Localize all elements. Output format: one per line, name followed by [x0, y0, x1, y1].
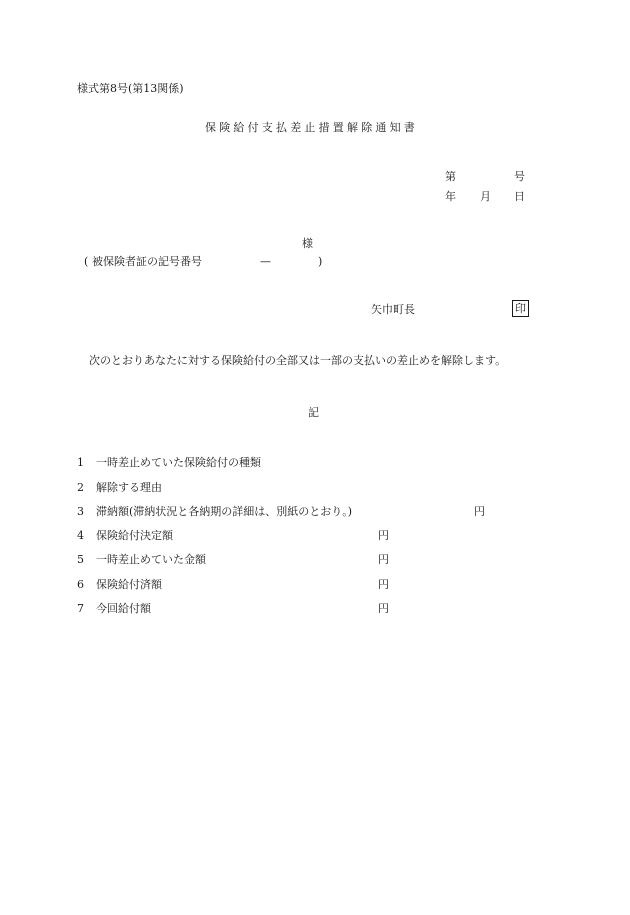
ki-heading: 記	[308, 406, 319, 419]
item-label: 一時差止めていた金額	[96, 553, 206, 566]
list-item	[77, 603, 151, 614]
insured-paren-close: )	[318, 255, 323, 268]
item-number: 3	[77, 505, 84, 518]
date-year: 年	[445, 190, 456, 203]
item-number: 5	[77, 553, 84, 566]
addressee-honorific: 様	[302, 237, 313, 250]
number-suffix: 号	[514, 170, 525, 183]
item-unit: 円	[378, 553, 389, 566]
notice-body: 次のとおりあなたに対する保険給付の全部又は一部の支払いの差止めを解除します。	[89, 354, 507, 367]
item-unit: 円	[378, 602, 389, 615]
list-item	[77, 530, 173, 541]
list-item	[77, 579, 162, 590]
date-day: 日	[514, 190, 525, 203]
insured-number-dash: —	[260, 255, 271, 268]
item-unit: 円	[474, 505, 485, 518]
list-item	[77, 482, 162, 493]
item-number: 4	[77, 529, 84, 542]
list-item	[77, 554, 206, 565]
issuer-title: 矢巾町長	[371, 303, 415, 316]
item-number: 6	[77, 578, 84, 591]
seal-mark: 印	[512, 300, 529, 317]
item-label: 保険給付済額	[96, 578, 162, 591]
document-title: 保険給付支払差止措置解除通知書	[205, 121, 418, 134]
item-label: 滞納額(滞納状況と各納期の詳細は、別紙のとおり。)	[96, 505, 353, 518]
item-unit: 円	[378, 578, 389, 591]
insured-paren-open: (	[84, 255, 89, 268]
form-label: 様式第8号(第13関係)	[77, 82, 184, 95]
item-number: 7	[77, 602, 84, 615]
insured-number-label: 被保険者証の記号番号	[92, 255, 202, 268]
list-item	[77, 506, 352, 517]
item-number: 1	[77, 456, 84, 469]
item-unit: 円	[378, 529, 389, 542]
list-item	[77, 457, 261, 468]
item-label: 保険給付決定額	[96, 529, 173, 542]
number-prefix: 第	[445, 170, 456, 183]
item-number: 2	[77, 481, 84, 494]
date-month: 月	[480, 190, 491, 203]
item-label: 一時差止めていた保険給付の種類	[96, 456, 261, 469]
item-label: 解除する理由	[96, 481, 162, 494]
item-label: 今回給付額	[96, 602, 151, 615]
